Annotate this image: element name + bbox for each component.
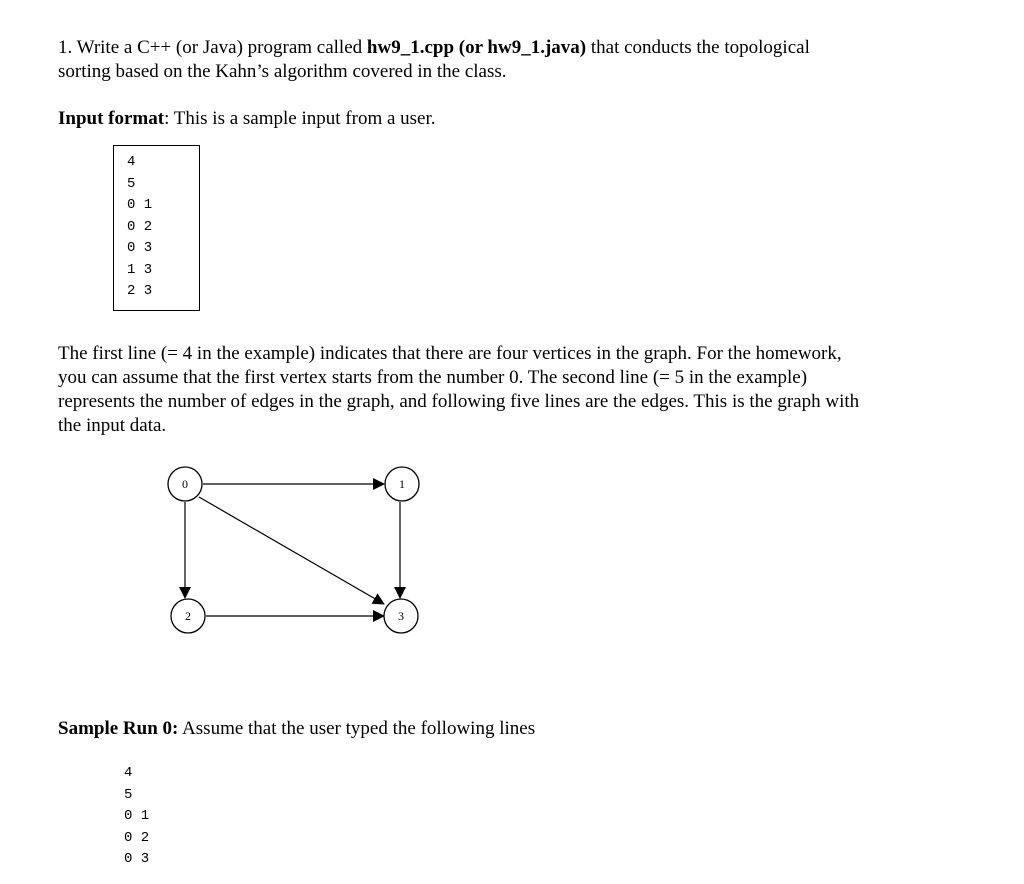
code-line: 0 1 (127, 197, 153, 213)
sample-run-heading (58, 717, 958, 741)
description-line: you can assume that the first vertex starts from the number 0. The second line (= 5 in the example) (58, 367, 808, 388)
intro-text-1: 1. Write a C++ (or Java) program called (58, 37, 367, 58)
node-0 (168, 467, 202, 501)
sample-run-code (124, 763, 149, 871)
node-2 (171, 599, 205, 633)
edge-0-3 (199, 497, 384, 604)
description-line: the input data. (58, 415, 167, 436)
node-label: 1 (399, 477, 405, 491)
code-line: 0 1 (124, 808, 150, 824)
filename: hw9_1.cpp (or hw9_1.java) (366, 37, 587, 58)
description-line: The first line (= 4 in the example) indicates that there are four vertices in the graph. For the homework, (58, 343, 842, 364)
code-line: 2 3 (127, 283, 153, 299)
node-1 (385, 467, 419, 501)
input-format-label: Input format (58, 108, 165, 129)
sample-run-label: Sample Run 0: (58, 718, 179, 739)
code-line: 0 2 (124, 829, 150, 846)
code-line: 0 3 (127, 240, 153, 256)
code-line: 0 3 (124, 851, 150, 867)
intro-line-2: sorting based on the Kahn’s algorithm covered in the class. (58, 61, 507, 82)
code-line: 5 (124, 786, 133, 803)
sample-run-text: Assume that the user typed the following lines (178, 718, 536, 739)
node-3 (384, 599, 418, 633)
intro-text-2: that conducts the topological (586, 37, 810, 58)
node-label: 2 (185, 609, 191, 623)
input-format-text: : This is a sample input from a user. (164, 108, 436, 129)
code-line: 1 3 (127, 261, 153, 278)
node-label: 3 (398, 609, 404, 623)
node-label: 0 (182, 477, 188, 491)
code-line: 4 (127, 154, 136, 170)
description-line: represents the number of edges in the graph, and following five lines are the edges. This is the graph with (58, 391, 860, 412)
code-line: 5 (127, 175, 136, 192)
code-line: 4 (124, 765, 133, 781)
code-line: 0 2 (127, 218, 153, 235)
